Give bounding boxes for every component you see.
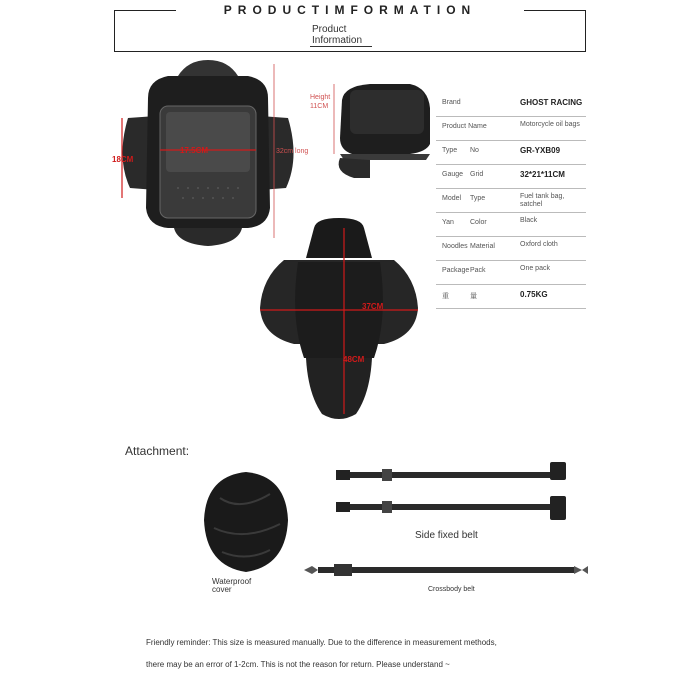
side-mesh-panel [350, 90, 424, 134]
bag-handle [178, 60, 238, 76]
header-frame-left [114, 10, 115, 52]
bottom-top-tab [306, 218, 372, 258]
header-frame-bottom [114, 51, 586, 52]
bag-bottom-flap [174, 228, 242, 246]
spec-value: Black [520, 217, 538, 224]
top-width-label: 17.5CM [180, 146, 209, 155]
shoulder-pad [334, 564, 352, 576]
crossbody-belt-label: Crossbody belt [428, 586, 475, 593]
page-subtitle [312, 24, 362, 46]
spec-row [436, 188, 586, 213]
top-height-label: 18CM [112, 155, 134, 164]
bag-bottom-view [254, 218, 424, 428]
spec-label: Brand [442, 99, 461, 106]
top-length-label: 32cm long [276, 148, 309, 155]
spec-row [436, 284, 586, 309]
map-window-glare [166, 112, 250, 172]
spec-sublabel: Grid [470, 171, 484, 178]
waterproof-line-2: cover [212, 585, 232, 594]
spec-label: 重 [442, 293, 449, 300]
spec-value: One pack [520, 265, 550, 272]
crossbody-belt-image [300, 556, 592, 582]
bottom-height-label: 48CM [343, 355, 365, 364]
reminder-line-1: Friendly reminder: This size is measured manually. Due to the difference in measurement methods, [146, 638, 497, 647]
subtitle-line-2: Information [312, 35, 363, 46]
side-height-value: 11CM [310, 103, 329, 110]
waterproof-cover-label [212, 578, 251, 594]
spec-row [436, 164, 586, 189]
spec-label: Gauge [442, 171, 464, 178]
clip-right [574, 566, 588, 574]
subtitle-underline [310, 46, 372, 47]
spec-sublabel: No [470, 147, 479, 154]
spec-value: GHOST RACING [520, 98, 583, 107]
spec-sublabel: Color [470, 219, 487, 226]
spec-label: Noodles [442, 243, 468, 250]
waterproof-cover-image [200, 468, 292, 576]
spec-label: Yan [442, 219, 454, 226]
spec-value: Fuel tank bag, satchel [520, 193, 565, 208]
header-frame-right [585, 10, 586, 52]
header-rule-right [524, 10, 586, 11]
spec-row [436, 116, 586, 141]
crossbody-strap [318, 567, 574, 573]
spec-row [436, 236, 586, 261]
side-height-caption: Height [310, 94, 331, 101]
spec-label: Package [442, 267, 470, 274]
subtitle-line-1: Product [312, 24, 347, 35]
side-strap [339, 158, 370, 178]
spec-row [436, 260, 586, 285]
spec-sublabel: Type [470, 195, 486, 202]
clip-left [304, 566, 318, 574]
spec-label: Product Name [442, 123, 487, 130]
spec-sublabel: Material [470, 243, 495, 250]
spec-value: 32*21*11CM [520, 170, 565, 179]
side-belt-label: Side fixed belt [415, 530, 478, 541]
spec-label: Model [442, 195, 462, 202]
side-height-label [310, 93, 330, 111]
bottom-width-label: 37CM [362, 302, 384, 311]
spec-sublabel: 量 [470, 293, 477, 300]
spec-sublabel: Pack [470, 267, 486, 274]
spec-label: Type [442, 147, 458, 154]
page-title: PRODUCTIMFORMATION [223, 3, 477, 17]
attachment-heading: Attachment: [125, 444, 190, 458]
side-fixed-belts-image [336, 460, 576, 526]
side-belt-1 [336, 462, 566, 481]
side-belt-2 [336, 496, 566, 520]
spec-value: 0.75KG [520, 290, 548, 299]
reminder-line-2: there may be an error of 1-2cm. This is not the reason for return. Please understand ~ [146, 660, 450, 669]
spec-value: Oxford cloth [520, 241, 558, 248]
header-rule-left [114, 10, 176, 11]
waterproof-line-1: Waterproof [212, 577, 252, 586]
bag-side-view [330, 80, 434, 190]
spec-value: Motorcycle oil bags [520, 121, 580, 128]
spec-row [436, 92, 586, 117]
bottom-tail [306, 358, 372, 419]
spec-value: GR-YXB09 [520, 146, 561, 155]
spec-row [436, 212, 586, 237]
spec-row [436, 140, 586, 165]
